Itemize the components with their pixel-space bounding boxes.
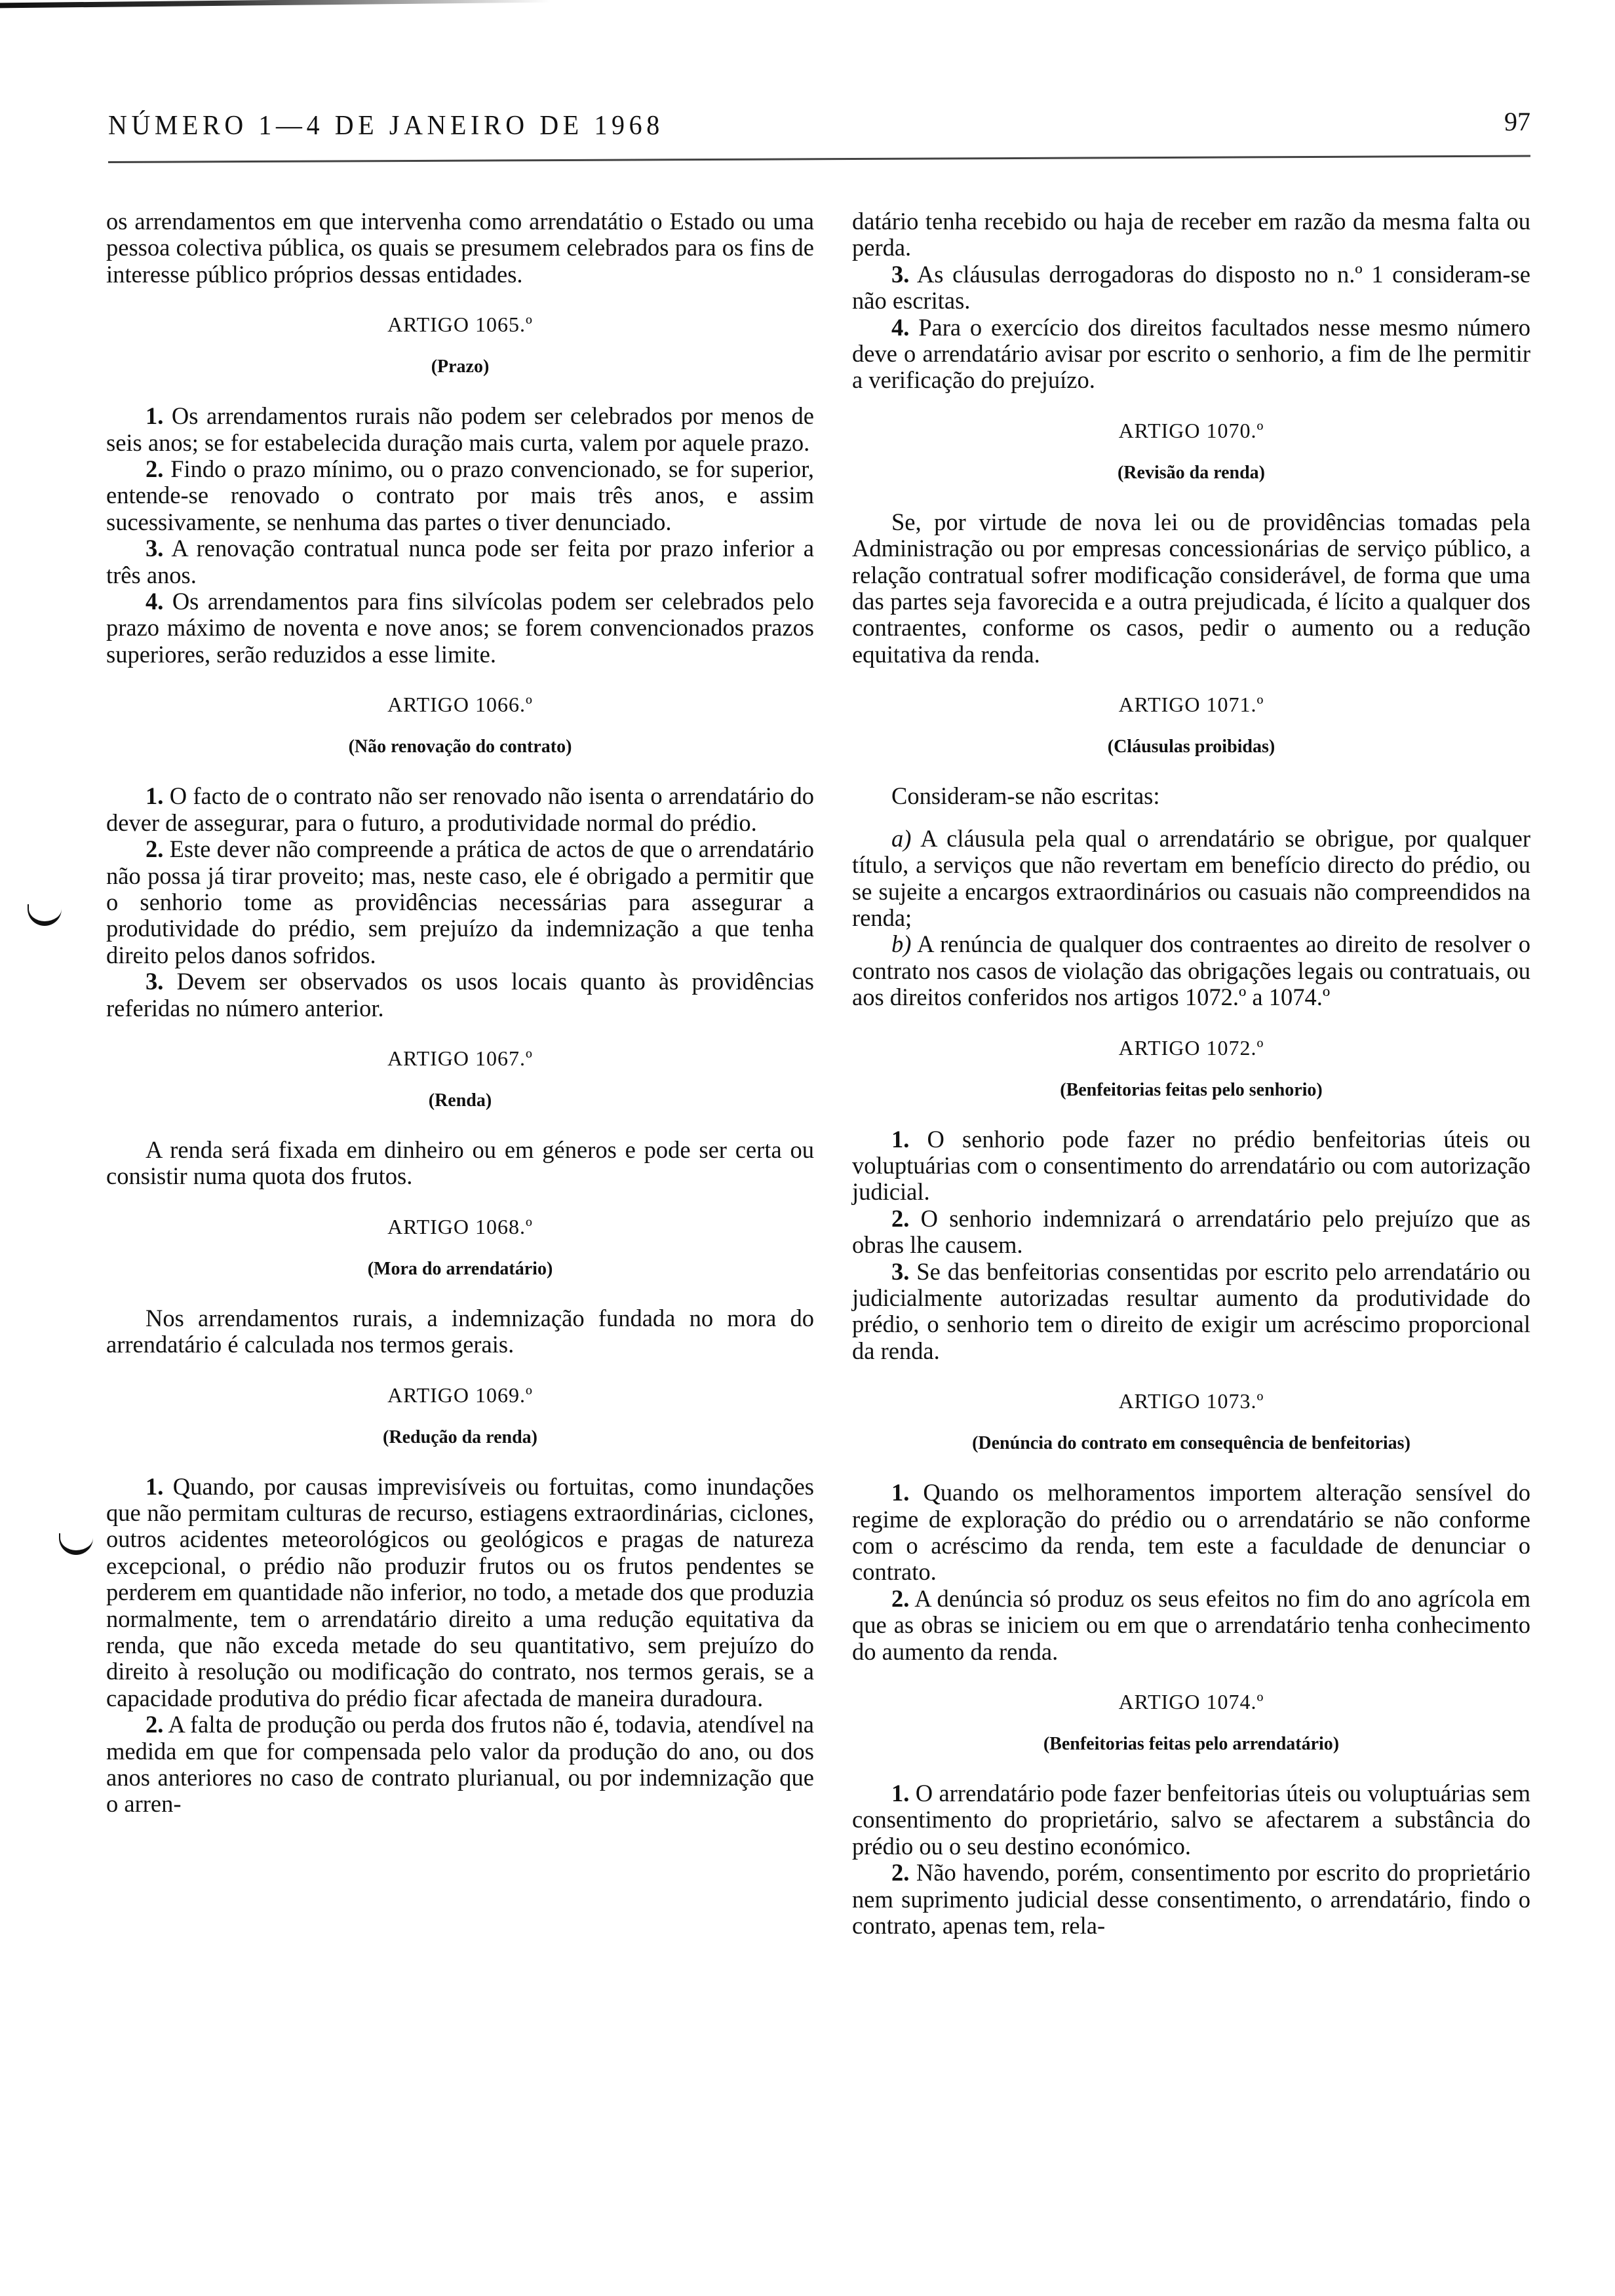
alinea: a) A cláusula pela qual o arrendatário se obrigue, por qualquer título, a serviços que não revertam em benefício directo do prédio, ou se sujeite a encargos extraordinários ou casuais não compreendidos na renda; xyxy=(852,824,1530,931)
margin-mark-icon xyxy=(59,1533,93,1555)
article-heading: ARTIGO 1074.º xyxy=(1118,1690,1264,1714)
article-heading: ARTIGO 1068.º xyxy=(387,1214,533,1238)
paragraph: 2. Findo o prazo mínimo, ou o prazo convencionado, se for superior, entende-se renovado o contrato por mais três anos, e assim sucessivamente, se nenhuma das partes o tiver denunciado. xyxy=(106,455,815,535)
article-title: (Cláusulas proibidas) xyxy=(1107,737,1275,757)
article-heading: ARTIGO 1069.º xyxy=(387,1383,533,1407)
paragraph: 2. Não havendo, porém, consentimento por escrito do proprietário nem suprimento judicial desse consentimento, o arrendatário, findo o contrato, apenas tem, rela- xyxy=(852,1859,1531,1940)
article-1072 xyxy=(852,1036,1530,1365)
paragraph: 2. O senhorio indemnizará o arrendatário pelo prejuízo que as obras lhe causem. xyxy=(852,1204,1530,1259)
paragraph: 2. A denúncia só produz os seus efeitos no fim do ano agrícola em que as obras se iniciem ou em que o arrendatário tenha conhecimento do aumento da renda. xyxy=(852,1584,1530,1665)
article-1068 xyxy=(106,1215,814,1358)
margin-mark-icon xyxy=(28,904,62,926)
article-title: (Revisão da renda) xyxy=(1117,462,1266,483)
paragraph: 1. O senhorio pode fazer no prédio benfeitorias úteis ou voluptuárias com o consentimento do arrendatário ou com autorização judicial. xyxy=(852,1125,1530,1206)
paragraph: 1. O arrendatário pode fazer benfeitorias úteis ou voluptuárias sem consentimento do proprietário, salvo se afectarem a substância do prédio ou o seu destino económico. xyxy=(852,1780,1530,1860)
paragraph: Nos arrendamentos rurais, a indemnização fundada no mora do arrendatário é calculada nos termos gerais. xyxy=(106,1304,814,1358)
paragraph: 4. Os arrendamentos para fins silvícolas podem ser celebrados pelo prazo máximo de noventa e nove anos; se forem convencionados prazos superiores, serão reduzidos a esse limite. xyxy=(106,588,815,668)
article-heading: ARTIGO 1073.º xyxy=(1118,1389,1264,1413)
article-title: (Renda) xyxy=(428,1090,492,1111)
article-1065 xyxy=(106,313,814,668)
page-number: 97 xyxy=(1504,107,1530,136)
article-heading: ARTIGO 1065.º xyxy=(387,313,533,337)
paragraph: A renda será fixada em dinheiro ou em géneros e pode ser certa ou consistir numa quota dos frutos. xyxy=(106,1136,814,1190)
article-1067 xyxy=(106,1046,814,1190)
article-title: (Benfeitorias feitas pelo arrendatário) xyxy=(1043,1734,1340,1755)
article-1066 xyxy=(106,693,814,1022)
article-1073 xyxy=(852,1389,1530,1665)
left-column xyxy=(106,208,814,1818)
article-1071 xyxy=(852,693,1530,1010)
article-heading: ARTIGO 1072.º xyxy=(1118,1035,1264,1060)
continuation-text: datário tenha recebido ou haja de receber em razão da mesma falta ou perda. xyxy=(852,208,1530,261)
article-title: (Mora do arrendatário) xyxy=(367,1258,553,1279)
article-title: (Prazo) xyxy=(431,356,490,377)
article-title: (Denúncia do contrato em consequência de benfeitorias) xyxy=(972,1433,1411,1454)
article-heading: ARTIGO 1071.º xyxy=(1118,693,1264,717)
paragraph: 1. O facto de o contrato não ser renovado não isenta o arrendatário do dever de assegurar, para o futuro, a produtividade normal do prédio. xyxy=(106,782,815,836)
article-heading: ARTIGO 1067.º xyxy=(387,1046,533,1070)
paragraph: 3. Devem ser observados os usos locais quanto às providências referidas no número anterior. xyxy=(106,968,815,1022)
paragraph: 2. A falta de produção ou perda dos frutos não é, todavia, atendível na medida em que for compensada pelo valor da produção do ano, ou dos anos anteriores no caso de contrato plurianual, ou por indemnização que o arren- xyxy=(106,1711,814,1818)
paragraph: 1. Quando, por causas imprevisíveis ou fortuitas, como inundações que não permitam culturas de recurso, estiagens extraordinárias, ciclones, outros acidentes meteorológicos ou geológicos e pragas de natureza excepcional, o prédio não produzir frutos ou os frutos pendentes se perderem em quantidade não inferior, no todo, a metade dos que produzia normalmente, tem o arrendatário direito a uma redução equitativa da renda, que não exceda metade do seu quantitativo, sem prejuízo do direito à resolução ou modificação do contrato, nos termos gerais, se a capacidade produtiva do prédio ficar afectada de maneira duradoura. xyxy=(106,1472,814,1712)
paragraph: 1. Quando os melhoramentos importem alteração sensível do regime de exploração do prédio ou o arrendatário se não conforme com o acréscimo da renda, tem este a faculdade de denunciar o contrato. xyxy=(852,1479,1530,1586)
paragraph: 3. A renovação contratual nunca pode ser feita por prazo inferior a três anos. xyxy=(106,535,814,588)
article-title: (Benfeitorias feitas pelo senhorio) xyxy=(1060,1079,1323,1100)
alinea: b) A renúncia de qualquer dos contraentes ao direito de resolver o contrato nos casos de violação das obrigações legais ou contratuais, ou aos direitos conferidos nos artigos 1072.º a 1074.º xyxy=(852,930,1530,1011)
article-1070 xyxy=(852,419,1530,668)
intro-text: Consideram-se não escritas: xyxy=(891,782,1160,810)
page-header xyxy=(108,107,1530,149)
paragraph: 2. Este dever não compreende a prática de actos de que o arrendatário não possa já tirar proveito; mas, neste caso, ele é obrigado a permitir que o senhorio tome as providências necessárias para assegurar a produtividade do prédio, sem prejuízo da indemnização a que tenha direito pelos danos sofridos. xyxy=(106,835,814,968)
paragraph: Se, por virtude de nova lei ou de providências tomadas pela Administração ou por empresas concessionárias de serviço público, a relação contratual sofrer modificação considerável, de forma que uma das partes seja favorecida e a outra prejudicada, é lícito a qualquer dos contraentes, conforme os casos, pedir o aumento ou a redução equitativa da renda. xyxy=(852,508,1530,668)
paragraph: 4. Para o exercício dos direitos facultados nesse mesmo número deve o arrendatário avisar por escrito o senhorio, a fim de lhe permitir a verificação do prejuízo. xyxy=(852,313,1531,394)
article-heading: ARTIGO 1066.º xyxy=(387,693,533,717)
issue-date-title: NÚMERO 1—4 DE JANEIRO DE 1968 xyxy=(108,111,664,141)
article-1074 xyxy=(852,1690,1530,1939)
continuation-text: os arrendamentos em que intervenha como arrendatátio o Estado ou uma pessoa colectiva pública, os quais se presumem celebrados para os fins de interesse público próprios dessas entidades. xyxy=(106,208,814,288)
article-1069 xyxy=(106,1383,814,1818)
article-title: (Redução da renda) xyxy=(383,1426,537,1447)
paragraph: 1. Os arrendamentos rurais não podem ser celebrados por menos de seis anos; se for estabelecida duração mais curta, valem por aquele prazo. xyxy=(106,402,815,456)
article-heading: ARTIGO 1070.º xyxy=(1118,418,1264,442)
paragraph: 3. As cláusulas derrogadoras do disposto no n.º 1 consideram-se não escritas. xyxy=(852,260,1530,315)
header-rule xyxy=(108,155,1530,163)
right-column xyxy=(852,208,1530,1939)
paragraph: 3. Se das benfeitorias consentidas por escrito pelo arrendatário ou judicialmente autorizadas resultar aumento da produtividade do prédio, o senhorio tem o direito de exigir um acréscimo proporcional da renda. xyxy=(852,1257,1530,1364)
scan-edge-artifact xyxy=(0,0,551,8)
article-title: (Não renovação do contrato) xyxy=(348,737,572,757)
